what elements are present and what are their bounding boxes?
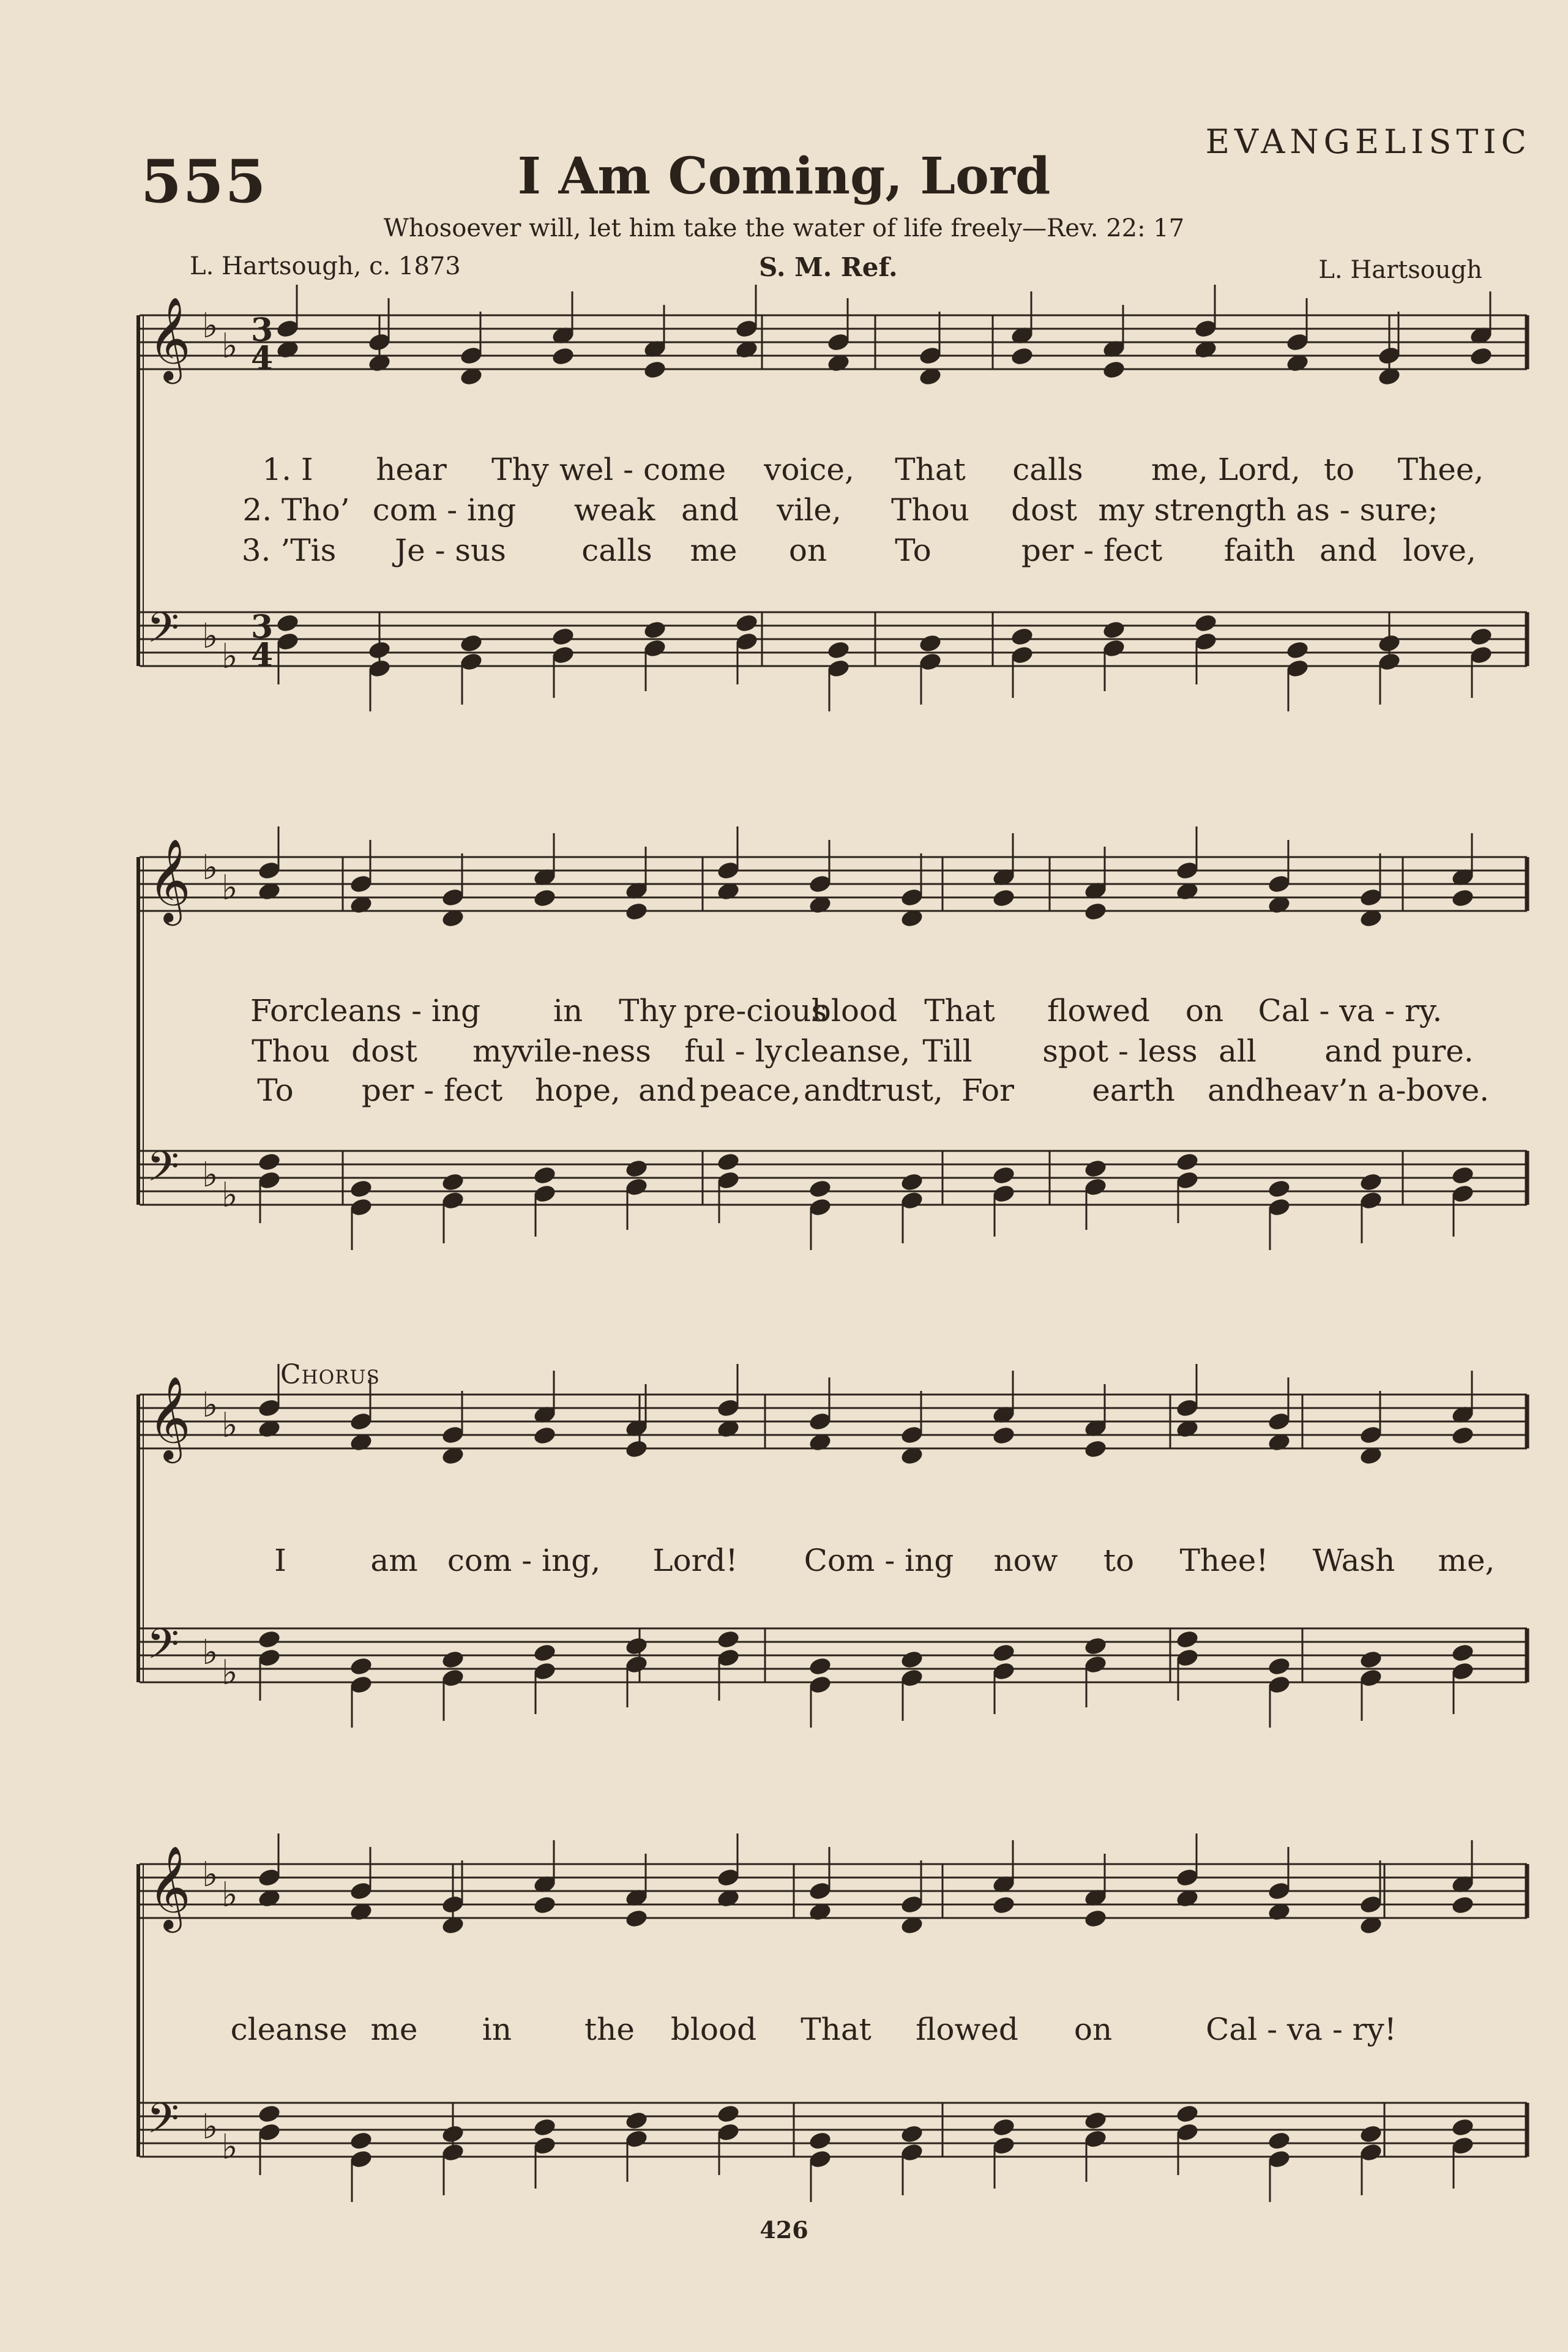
- lyric-syllable: To: [895, 533, 931, 568]
- lyric-syllable: and: [638, 1073, 696, 1108]
- verse-line-1: [0, 452, 1568, 491]
- lyric-syllable: 2. Tho’: [242, 492, 350, 528]
- lyric-syllable: calls: [581, 533, 652, 568]
- svg-text:♭: ♭: [202, 306, 218, 346]
- lyric-syllable: blood: [811, 993, 898, 1028]
- lyric-syllable: and: [803, 1073, 862, 1108]
- lyric-syllable: am: [370, 1543, 418, 1578]
- lyric-syllable: to: [1323, 452, 1355, 487]
- lyric-syllable: Thou: [252, 1033, 330, 1069]
- lyric-syllable: and: [1207, 1073, 1266, 1108]
- lyric-syllable: peace,: [700, 1073, 801, 1108]
- svg-text:♭: ♭: [202, 1385, 218, 1425]
- lyric-syllable: ful - ly: [684, 1033, 782, 1069]
- lyric-syllable: and pure.: [1324, 1033, 1474, 1069]
- svg-text:♭: ♭: [222, 637, 238, 676]
- lyric-syllable: flowed: [1047, 993, 1150, 1028]
- lyric-syllable: Thy: [491, 452, 549, 487]
- svg-text:𝄞: 𝄞: [148, 1845, 191, 1929]
- lyric-syllable: calls: [1012, 452, 1083, 487]
- verse-line-2: [0, 492, 1568, 531]
- lyric-syllable: my: [472, 1033, 519, 1069]
- lyric-syllable: Je - sus: [395, 533, 506, 568]
- lyric-syllable: voice,: [764, 452, 854, 487]
- lyric-syllable: and: [1319, 533, 1378, 568]
- lyric-syllable: Thou: [891, 492, 969, 528]
- lyric-syllable: weak: [573, 492, 655, 528]
- lyric-syllable: on: [1073, 2012, 1113, 2047]
- lyric-syllable: For: [250, 993, 303, 1028]
- lyric-syllable: Lord!: [652, 1543, 738, 1578]
- lyric-syllable: Com - ing: [804, 1543, 954, 1578]
- svg-text:♭: ♭: [222, 1875, 238, 1915]
- lyric-syllable: That: [895, 452, 966, 487]
- lyric-syllable: Cal - va - ry.: [1258, 993, 1443, 1028]
- lyric-syllable: hope,: [535, 1073, 621, 1108]
- lyric-syllable: com - ing,: [447, 1543, 601, 1578]
- page-number: 426: [760, 2216, 808, 2244]
- lyric-syllable: I: [274, 1543, 286, 1578]
- lyric-syllable: Cal - va - ry!: [1206, 2012, 1397, 2047]
- lyric-syllable: blood: [670, 2012, 757, 2047]
- meter-marking: S. M. Ref.: [759, 252, 898, 282]
- verse-line-4: [0, 993, 1568, 1032]
- lyric-syllable: dost: [1011, 492, 1077, 528]
- lyric-syllable: in: [553, 993, 583, 1028]
- lyric-syllable: heav’n a-bove.: [1264, 1073, 1490, 1108]
- lyric-syllable: Till: [922, 1033, 973, 1069]
- svg-text:♭: ♭: [202, 1855, 218, 1895]
- svg-text:𝄢: 𝄢: [147, 1620, 179, 1679]
- lyric-syllable: love,: [1403, 533, 1476, 568]
- lyric-syllable: Thee,: [1397, 452, 1484, 487]
- svg-text:𝄞: 𝄞: [148, 837, 191, 922]
- svg-text:♭: ♭: [202, 2107, 218, 2147]
- svg-text:♭: ♭: [202, 848, 218, 888]
- lyric-syllable: That: [801, 2012, 872, 2047]
- lyric-syllable: trust,: [859, 1073, 943, 1108]
- svg-text:♭: ♭: [222, 1653, 238, 1693]
- composer-credit: L. Hartsough: [1318, 256, 1482, 284]
- lyric-syllable: cleans - ing: [302, 993, 481, 1028]
- lyric-syllable: per - fect: [361, 1073, 503, 1108]
- svg-text:♭: ♭: [222, 1406, 238, 1445]
- svg-text:♭: ♭: [202, 1633, 218, 1672]
- lyric-syllable: cleanse: [230, 2012, 348, 2047]
- hymn-title: I Am Coming, Lord: [517, 147, 1051, 206]
- lyric-syllable: 1. I: [262, 452, 313, 487]
- lyric-syllable: flowed: [916, 2012, 1018, 2047]
- verse-line-5: [0, 1033, 1568, 1073]
- lyric-syllable: on: [788, 533, 827, 568]
- chorus-line-2: [0, 2012, 1568, 2051]
- svg-text:𝄞: 𝄞: [148, 1375, 191, 1459]
- svg-text:4: 4: [251, 340, 274, 377]
- lyric-syllable: the: [584, 2012, 635, 2047]
- lyric-syllable: and: [681, 492, 739, 528]
- svg-text:♭: ♭: [222, 868, 238, 908]
- lyric-syllable: me: [370, 2012, 418, 2047]
- lyric-syllable: vile,: [777, 492, 842, 528]
- lyric-syllable: cleanse,: [783, 1033, 911, 1069]
- chorus-line-1: [0, 1543, 1568, 1582]
- lyric-syllable: To: [257, 1073, 294, 1108]
- lyric-syllable: For: [961, 1073, 1014, 1108]
- svg-text:𝄢: 𝄢: [147, 2095, 179, 2153]
- lyric-syllable: my strength as - sure;: [1098, 492, 1438, 528]
- lyric-syllable: earth: [1092, 1073, 1175, 1108]
- lyric-syllable: hear: [376, 452, 447, 487]
- lyric-syllable: wel - come: [559, 452, 726, 487]
- lyric-syllable: com - ing: [372, 492, 517, 528]
- svg-text:𝄢: 𝄢: [147, 1143, 179, 1201]
- lyric-syllable: vile-ness: [517, 1033, 651, 1069]
- svg-text:♭: ♭: [222, 2127, 238, 2167]
- lyric-syllable: 3. ’Tis: [241, 533, 337, 568]
- lyric-syllable: That: [924, 993, 995, 1028]
- svg-text:𝄞: 𝄞: [148, 296, 191, 380]
- svg-text:♭: ♭: [222, 326, 238, 366]
- lyric-syllable: all: [1219, 1033, 1256, 1069]
- lyric-syllable: Thee!: [1179, 1543, 1269, 1578]
- lyric-syllable: me, Lord,: [1151, 452, 1301, 487]
- lyric-syllable: dost: [351, 1033, 417, 1069]
- chorus-label: Chorus: [280, 1359, 380, 1390]
- hymn-number: 555: [141, 147, 267, 216]
- scripture-reference: Whosoever will, let him take the water of life freely—Rev. 22: 17: [383, 214, 1185, 242]
- lyric-syllable: pre-cious: [683, 993, 827, 1028]
- verse-line-6: [0, 1073, 1568, 1112]
- svg-text:𝄢: 𝄢: [147, 604, 179, 662]
- lyric-syllable: me,: [1438, 1543, 1495, 1578]
- lyric-syllable: now: [993, 1543, 1058, 1578]
- section-category: EVANGELISTIC: [1205, 122, 1531, 161]
- verse-line-3: [0, 533, 1568, 572]
- lyric-syllable: Wash: [1312, 1543, 1395, 1578]
- lyric-syllable: me: [690, 533, 737, 568]
- svg-text:3: 3: [251, 312, 274, 349]
- lyric-syllable: per - fect: [1021, 533, 1163, 568]
- lyricist-credit: L. Hartsough, c. 1873: [190, 252, 461, 280]
- lyric-syllable: to: [1103, 1543, 1135, 1578]
- lyric-syllable: spot - less: [1042, 1033, 1198, 1069]
- svg-text:♭: ♭: [222, 1175, 238, 1215]
- svg-text:♭: ♭: [202, 616, 218, 656]
- lyric-syllable: faith: [1223, 533, 1296, 568]
- svg-text:♭: ♭: [202, 1155, 218, 1195]
- svg-text:3: 3: [251, 609, 274, 646]
- lyric-syllable: in: [482, 2012, 512, 2047]
- lyric-syllable: on: [1185, 993, 1224, 1028]
- svg-text:4: 4: [251, 637, 274, 674]
- lyric-syllable: Thy: [619, 993, 676, 1028]
